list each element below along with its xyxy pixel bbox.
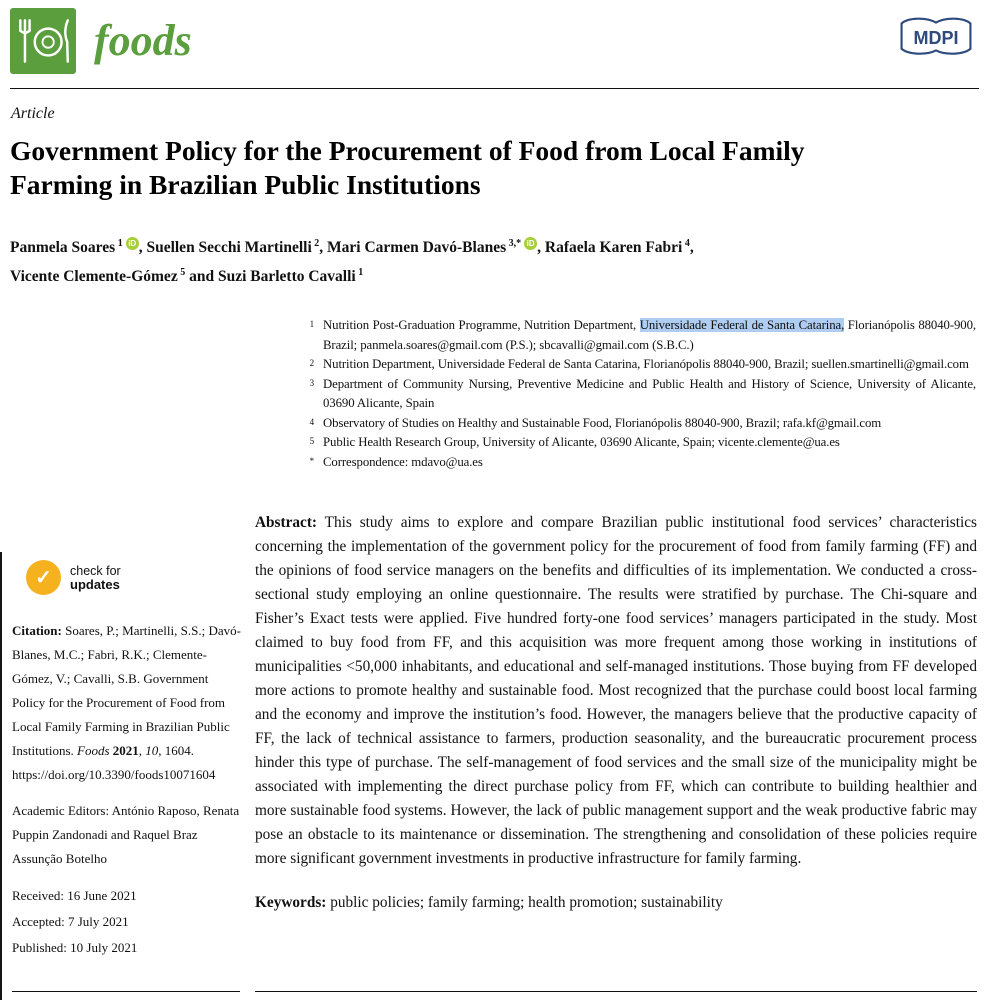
affiliation-number: 1 xyxy=(309,319,314,329)
author-name: Suzi Barletto Cavalli xyxy=(217,268,356,286)
check-for-updates-label xyxy=(70,564,121,592)
sidebar xyxy=(12,560,242,961)
author-affiliation-sup: 5 xyxy=(177,267,186,279)
keywords-line xyxy=(255,891,977,915)
citation-paragraph xyxy=(12,619,242,787)
check-for-updates-badge[interactable] xyxy=(26,560,242,595)
affiliation-number: 5 xyxy=(309,436,314,446)
main-bottom-divider xyxy=(255,991,977,992)
badge-line-1: check for xyxy=(70,563,121,578)
affiliation-number: 3 xyxy=(309,377,314,388)
date-label: Received: xyxy=(12,888,64,903)
affiliations xyxy=(296,316,976,472)
doi-link[interactable]: https://doi.org/10.3390/foods10071604 xyxy=(12,767,216,782)
affiliation-row xyxy=(296,355,976,375)
date-label: Published: xyxy=(12,940,67,955)
citation-segment: 2021 xyxy=(112,743,139,758)
sidebar-bottom-divider xyxy=(12,991,240,992)
affiliation-text: Observatory of Studies on Healthy and Sustainable Food, Florianópolis 88040-900, Brazil; rafa.kf@gmail.com xyxy=(323,415,882,430)
academic-editors xyxy=(12,799,242,871)
author-name: Suellen Secchi Martinelli xyxy=(146,239,312,257)
checkmark-icon: ✓ xyxy=(26,560,61,595)
header-divider xyxy=(10,88,979,89)
date-line xyxy=(12,909,242,935)
affiliation-number: 4 xyxy=(309,416,314,427)
citation-segment: , 1604. xyxy=(158,743,195,758)
journal-header xyxy=(10,8,977,74)
affiliation-text: Department of Community Nursing, Preventive Medicine and Public Health and History of Science, University of Alicante, 03690 Alicante, Spain xyxy=(323,376,976,410)
affiliation-row xyxy=(296,375,976,414)
keywords-text: public policies; family farming; health promotion; sustainability xyxy=(326,894,723,911)
affiliation-row xyxy=(296,316,976,355)
author-name: Vicente Clemente-Gómez xyxy=(10,268,178,286)
date-value: 16 June 2021 xyxy=(63,888,137,903)
article-title: Government Policy for the Procurement of Food from Local Family Farming in Brazilian Public Institutions xyxy=(10,135,805,200)
author-name: Rafaela Karen Fabri xyxy=(544,239,683,257)
affiliation-text: Correspondence: mdavo@ua.es xyxy=(323,454,483,469)
author-affiliation-sup: 4 xyxy=(682,238,690,249)
journal-name: foods xyxy=(94,16,192,65)
abstract-text: This study aims to explore and compare Brazilian public institutional food services’ characteristics concerning the implementation of the government policy for the procurement of food from family farming (FF) and the opinions of food service managers on the benefits and difficulties of its implementation. We conducted a cross-sectional study employing an online questionnaire. The results were stratified by purchase. The Chi-square and Fisher’s Exact tests were applied. Five hundred forty-one food services’ managers participated in the study. Most claimed to buy food from FF, and this acquisition was more frequent among those working in institutions of municipalities <50,000 inhabitants, and educational and self-managed institutions. Those buying from FF developed more actions to promote healthy and sustainable food. Most recognized that the purchase could boost local farming and the economy and improve the institution’s food. However, the managers believe that the productive capacity of FF, the lack of technical assistance to farmers, production seasonality, and the bureaucratic procurement process hinder this type of purchase. The self-management of food services and the small size of the municipality might be associated with implementing the direct purchase policy from FF, which can contribute to building healthier and more sustainable food systems. However, the lack of public management support and the weak productive fabric may pose an obstacle to its maintenance or dissemination. The strengthening and consolidation of these policies require more significant government investments in productive infrastructure for family farming. xyxy=(255,514,977,867)
author-affiliation-sup: 3,* xyxy=(506,238,522,249)
mdpi-logo[interactable] xyxy=(895,14,977,69)
affiliation-row xyxy=(296,414,976,434)
affiliation-text: Nutrition Department, Universidade Federal de Santa Catarina, Florianópolis 88040-900, Brazil; suellen.smartinelli@gmail.com xyxy=(323,357,969,371)
author-affiliation-sup: 1 xyxy=(355,267,364,279)
journal-logo-group xyxy=(10,8,192,74)
text-selection-highlight: Universidade Federal de Santa Catarina, xyxy=(639,318,845,332)
affiliation-row xyxy=(296,433,976,453)
academic-editors-text: António Raposo, Renata Puppin Zandonadi and Raquel Braz Assunção Botelho xyxy=(12,803,240,866)
academic-editors-label: Academic Editors: xyxy=(12,803,110,818)
date-value: 10 July 2021 xyxy=(66,940,138,955)
affiliation-number: * xyxy=(309,455,314,466)
date-line xyxy=(12,935,242,961)
mdpi-wordmark: MDPI xyxy=(913,27,959,48)
date-value: 7 July 2021 xyxy=(64,914,129,929)
author-name: Panmela Soares xyxy=(10,239,116,257)
affiliation-number: 2 xyxy=(309,358,314,368)
citation-segment: , xyxy=(138,743,146,758)
citation-segment: Foods xyxy=(77,743,110,758)
author-name: Mari Carmen Davó-Blanes xyxy=(327,239,507,257)
affiliation-text: Nutrition Post-Graduation Programme, Nutrition Department, Universidade Federal de Santa Catarina, Florianópolis 88040-900, Brazil; panmela.soares@gmail.com (P.S.); sbcavalli@gmail.com (S.B.C.) xyxy=(323,318,976,352)
orcid-icon[interactable]: iD xyxy=(126,237,139,250)
citation-label: Citation: xyxy=(12,623,62,638)
orcid-icon[interactable]: iD xyxy=(524,237,537,250)
main-column xyxy=(255,511,977,915)
citation-segment: Soares, P.; Martinelli, S.S.; Davó-Blanes, M.C.; Fabri, R.K.; Clemente-Gómez, V.; Cavalli, S.B. Government Policy for the Procurement of Food from Local Family Farming in Brazilian Public Institutions. xyxy=(12,623,241,758)
citation-segment: 10 xyxy=(145,743,159,758)
foods-journal-icon[interactable] xyxy=(10,8,76,74)
authors-line: Panmela Soares $^1$ iD , Suellen Secchi Martinelli $^2$, Mari Carmen Davó-Blanes $^{3,*}$ iD , Rafaela Karen Fabri $^4$, Vicente Clemente-Gómez $^5$ and Suzi Barletto Cavalli $^1$ xyxy=(10,238,694,286)
keywords-label: Keywords: xyxy=(255,894,327,911)
author-affiliation-sup: 2 xyxy=(311,238,320,249)
date-line xyxy=(12,883,242,909)
date-label: Accepted: xyxy=(12,914,65,929)
left-margin-rule xyxy=(0,552,2,1000)
abstract-label: Abstract: xyxy=(255,514,318,531)
dates-block xyxy=(12,883,242,961)
article-type-label: Article xyxy=(11,105,55,122)
abstract-paragraph xyxy=(255,511,977,871)
author-affiliation-sup: 1 xyxy=(115,238,123,249)
affiliation-text: Public Health Research Group, University of Alicante, 03690 Alicante, Spain; vicente.clemente@ua.es xyxy=(323,435,840,449)
affiliation-row xyxy=(296,453,976,473)
badge-line-2: updates xyxy=(70,576,120,592)
